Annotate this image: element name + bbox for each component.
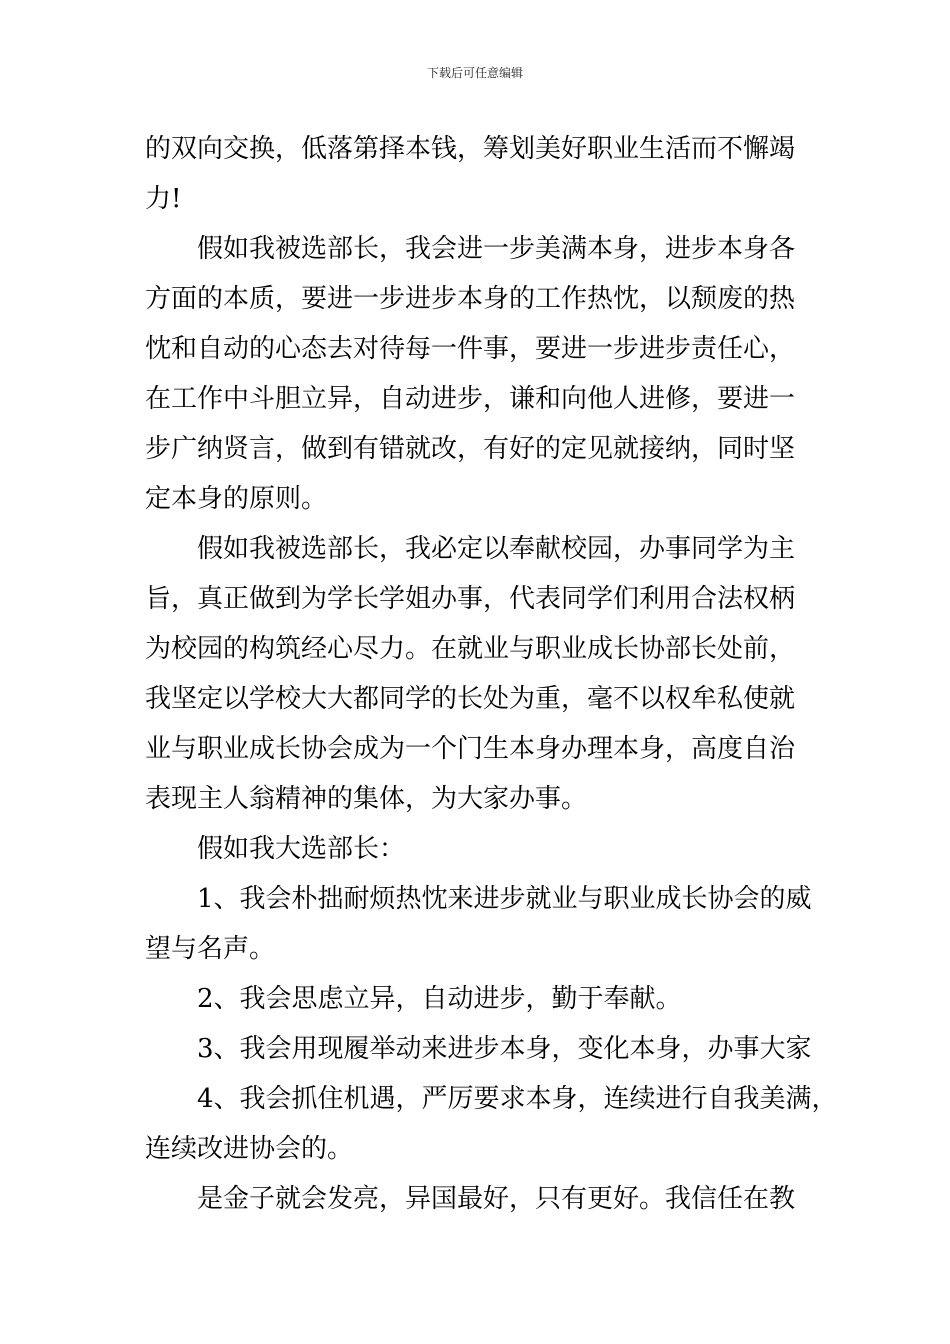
text-line: 旨，真正做到为学长学姐办事，代表同学们利用合法权柄: [145, 584, 796, 614]
text-line: 假如我被选部长，我会进一步美满本身，进步本身各: [197, 234, 796, 264]
text-line: 望与名声。: [145, 934, 276, 964]
text-line: 方面的本质，要进一步进步本身的工作热忱，以颓废的热: [145, 284, 796, 314]
text-line: 业与职业成长协会成为一个门生本身办理本身，高度自治: [145, 734, 796, 764]
text-line: 表现主人翁精神的集体，为大家办事。: [145, 784, 588, 814]
text-line: 4、我会抓住机遇，严厉要求本身，连续进行自我美满，: [197, 1084, 838, 1114]
text-line: 定本身的原则。: [145, 484, 328, 514]
text-line: 我坚定以学校大大都同学的长处为重，毫不以权牟私使就: [145, 684, 796, 714]
text-line: 假如我大选部长：: [197, 834, 406, 864]
text-line: 在工作中斗胆立异，自动进步，谦和向他人进修，要进一: [145, 384, 796, 414]
text-line: 2、我会思虑立异，自动进步，勤于奉献。: [197, 984, 682, 1014]
document-body: [145, 124, 838, 1224]
text-line: 是金子就会发亮，异国最好，只有更好。我信任在教: [197, 1184, 796, 1214]
text-line: 步广纳贤言，做到有错就改，有好的定见就接纳，同时坚: [145, 434, 796, 464]
text-line: 3、我会用现履举动来进步本身，变化本身，办事大家: [197, 1034, 812, 1064]
text-line: 连续改进协会的。: [145, 1134, 354, 1164]
text-line: 力!: [145, 184, 182, 214]
text-line: 1、我会朴拙耐烦热忱来进步就业与职业成长协会的威: [197, 884, 812, 914]
page-header: 下载后可任意编辑: [426, 66, 523, 80]
text-line: 的双向交换，低落第择本钱，筹划美好职业生活而不懈竭: [145, 134, 796, 164]
text-line: 假如我被选部长，我必定以奉献校园，办事同学为主: [197, 534, 796, 564]
text-line: 忱和自动的心态去对待每一件事，要进一步进步责任心，: [145, 334, 796, 364]
text-line: 为校园的构筑经心尽力。在就业与职业成长协部长处前，: [145, 634, 796, 664]
